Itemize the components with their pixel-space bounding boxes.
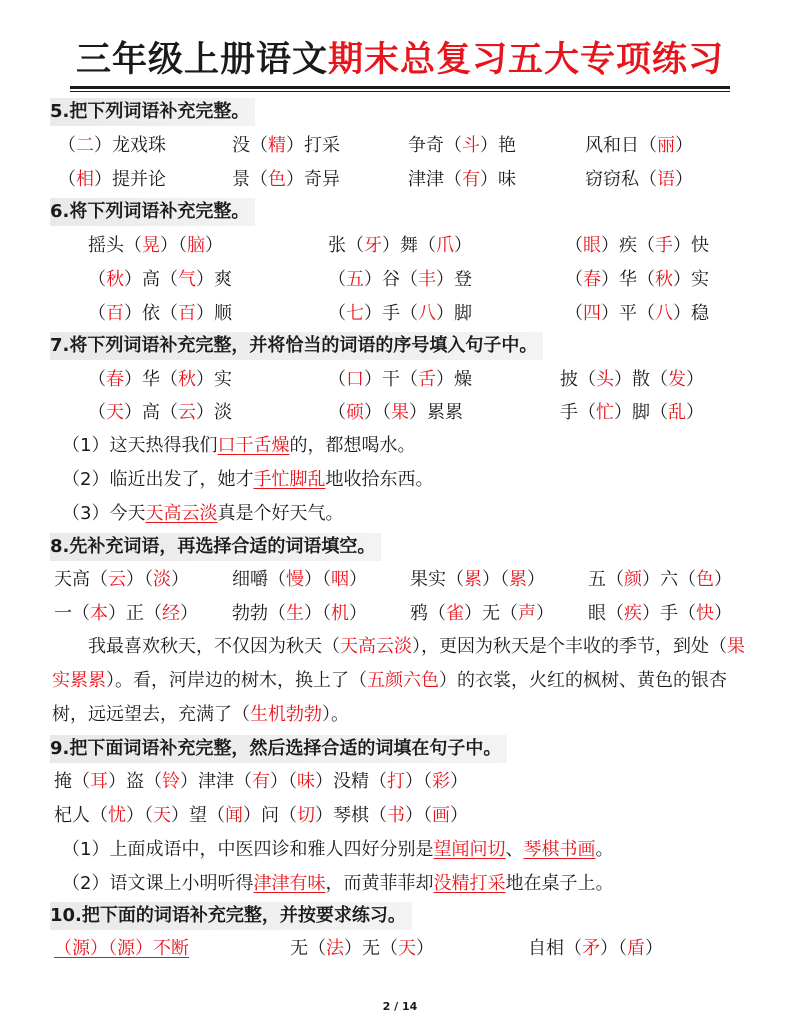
title-black: 三年级上册语文 — [75, 40, 328, 80]
idiom: （五）谷（丰）登 — [328, 269, 472, 290]
idiom: （眼）疾（手）快 — [565, 235, 709, 256]
q10-row — [0, 933, 800, 965]
idiom: （口）干（舌）燥 — [328, 369, 472, 390]
idiom: （相）提并论 — [58, 169, 166, 190]
idiom: 天高（云）（淡） — [54, 569, 189, 590]
idiom: （四）平（八）稳 — [565, 303, 709, 324]
q8-heading: 8.先补充词语，再选择合适的词语填空。 — [50, 533, 381, 561]
q5-row-1 — [0, 130, 800, 162]
idiom: （春）华（秋）实 — [565, 269, 709, 290]
idiom-underlined: （源）（源）不断 — [54, 938, 189, 959]
idiom: 一（本）正（经） — [54, 603, 198, 624]
q7-heading: 7.将下列词语补充完整，并将恰当的词语的序号填入句子中。 — [50, 332, 543, 360]
q5-heading: 5.把下列词语补充完整。 — [50, 98, 255, 126]
idiom: （硕）（果）累累 — [328, 402, 463, 423]
idiom: 没（精）打采 — [232, 135, 340, 156]
q7-row-2 — [0, 397, 800, 429]
q7-sentence-2: （2）临近出发了，她才手忙脚乱地收拾东西。 — [62, 469, 434, 490]
idiom: 张（牙）舞（爪） — [328, 235, 472, 256]
q7-sentence-3: （3）今天天高云淡真是个好天气。 — [62, 503, 344, 524]
q9-sentence-2: （2）语文课上小明听得津津有味，而黄菲菲却没精打采地在桌子上。 — [62, 873, 614, 894]
idiom: 无（法）无（天） — [290, 938, 434, 959]
q7-sentence-1: （1）这天热得我们口干舌燥的，都想喝水。 — [62, 435, 416, 456]
idiom: 津津（有）味 — [408, 169, 516, 190]
idiom: 眼（疾）手（快） — [588, 603, 732, 624]
q9-heading: 9.把下面词语补充完整，然后选择合适的词填在句子中。 — [50, 735, 507, 763]
idiom: 细嚼（慢）（咽） — [232, 569, 367, 590]
q5-row-2 — [0, 164, 800, 196]
idiom: 披（头）散（发） — [560, 369, 704, 390]
q6-row-3 — [0, 298, 800, 330]
idiom: 景（色）奇异 — [232, 169, 340, 190]
q6-row-2 — [0, 264, 800, 296]
idiom: 鸦（雀）无（声） — [410, 603, 554, 624]
q9-row-2: 杞人（忧）（天）望（闻）问（切）琴棋（书）（画） — [54, 805, 468, 826]
q8-row-2 — [0, 598, 800, 630]
title-red: 期末总复习五大专项练习 — [328, 40, 725, 80]
q8-paragraph: 我最喜欢秋天，不仅因为秋天（天高云淡），更因为秋天是个丰收的季节，到处（果实累累）。看，河岸边的树木，换上了（五颜六色）的衣裳，火红的枫树、黄色的银杏树，远远望去，充满了（生机勃勃）。 — [52, 636, 745, 725]
title-underline-thin — [70, 91, 730, 92]
q8-row-1 — [0, 564, 800, 596]
q9-sentence-1: （1）上面成语中，中医四诊和雅人四好分别是望闻问切、琴棋书画。 — [62, 839, 614, 860]
idiom: （秋）高（气）爽 — [88, 269, 232, 290]
q9-row-1: 掩（耳）盗（铃）津津（有）（味）没精（打）（彩） — [54, 771, 468, 792]
idiom: 果实（累）（累） — [410, 569, 545, 590]
idiom: （七）手（八）脚 — [328, 303, 472, 324]
idiom: 风和日（丽） — [585, 135, 693, 156]
idiom: （春）华（秋）实 — [88, 369, 232, 390]
idiom: （二）龙戏珠 — [58, 135, 166, 156]
page-number: 2 / 14 — [382, 1000, 418, 1013]
q6-row-1 — [0, 230, 800, 262]
q10-heading: 10.把下面的词语补充完整，并按要求练习。 — [50, 902, 412, 930]
idiom: 争奇（斗）艳 — [408, 135, 516, 156]
page-title — [0, 38, 800, 82]
idiom: 手（忙）脚（乱） — [560, 402, 704, 423]
idiom: （百）依（百）顺 — [88, 303, 232, 324]
q7-row-1 — [0, 364, 800, 396]
idiom: 五（颜）六（色） — [588, 569, 732, 590]
idiom: 摇头（晃）（脑） — [88, 235, 223, 256]
idiom: （天）高（云）淡 — [88, 402, 232, 423]
idiom: 自相（矛）（盾） — [528, 938, 663, 959]
title-underline — [70, 86, 730, 89]
idiom: 窃窃私（语） — [585, 169, 693, 190]
idiom: 勃勃（生）（机） — [232, 603, 367, 624]
q6-heading: 6.将下列词语补充完整。 — [50, 198, 255, 226]
